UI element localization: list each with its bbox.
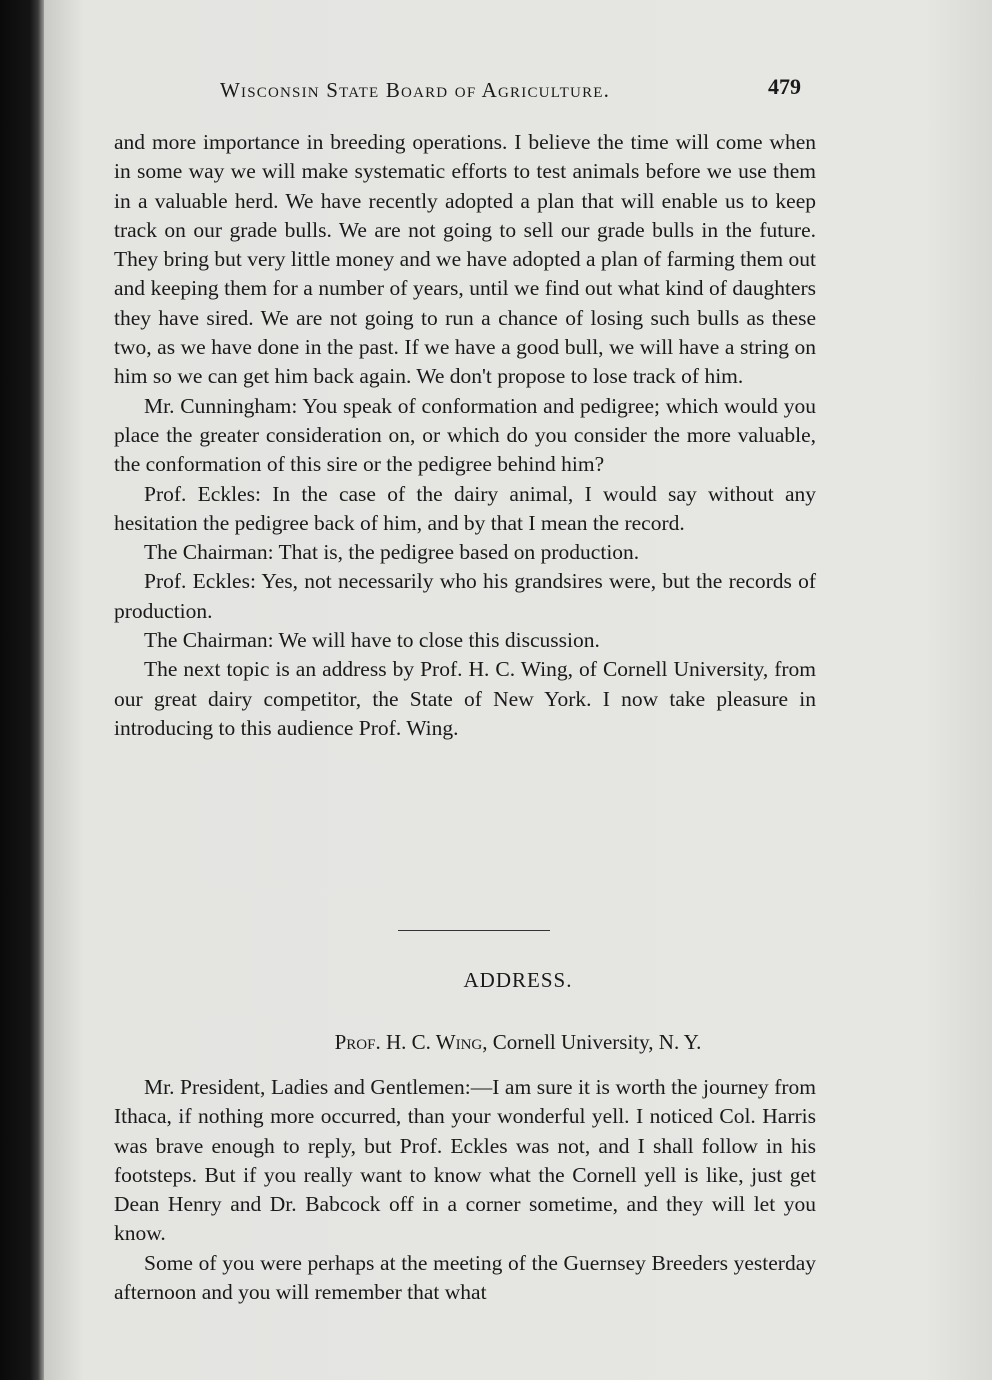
author-byline bbox=[44, 1030, 992, 1055]
running-title: Wisconsin State Board of Agriculture. bbox=[220, 78, 611, 102]
paragraph-eckles-answer: Prof. Eckles: In the case of the dairy animal, I would say without any hesitation the pedigree back of him, and by that I mean the record. bbox=[114, 481, 816, 535]
paragraph-address-guernsey: Some of you were perhaps at the meeting of the Guernsey Breeders yesterday afternoon and you will remember that what bbox=[114, 1250, 816, 1305]
paragraph-chairman-remark: The Chairman: That is, the pedigree based on production. bbox=[144, 540, 640, 565]
paragraph-continuation: and more importance in breeding operations. I believe the time will come when in some way we will make systematic efforts to test animals before we use them in a valuable herd. We have recently adopted a plan that will enable us to keep track on our grade bulls. We are not going to sell our grade bulls in the future. They bring but very little money and we have adopted a plan of farming them out and keeping them for a number of years, until we find out what kind of daughters they have sired. We are not going to run a chance of losing such bulls as these two, as we have done in the past. If we have a good bull, we will have a string on him so we can get him back again. We don't propose to lose track of him. bbox=[114, 130, 816, 389]
paragraph-address-opening: Mr. President, Ladies and Gentlemen:—I am sure it is worth the journey from Ithaca, if nothing more occurred, than your wonderful yell. I noticed Col. Harris was brave enough to reply, but Prof. Eckles was not, and I shall follow in his footsteps. But if you really want to know what the Cornell yell is like, just get Dean Henry and Dr. Babcock off in a corner sometime, and they will let you know. bbox=[114, 1075, 816, 1246]
paragraph-cunningham-question: Mr. Cunningham: You speak of conformation and pedigree; which would you place the greater consideration on, or which do you consider the more valuable, the conformation of this sire or the pedigree behind him? bbox=[114, 393, 816, 477]
body-text-top bbox=[114, 128, 816, 743]
page-header bbox=[44, 74, 992, 110]
book-page bbox=[44, 0, 992, 1380]
section-title: ADDRESS. bbox=[463, 968, 573, 992]
page-number: 479 bbox=[768, 74, 801, 99]
paragraph-chairman-close: The Chairman: We will have to close this discussion. bbox=[144, 628, 600, 653]
section-divider bbox=[398, 930, 550, 931]
body-text-address bbox=[114, 1073, 816, 1307]
paragraph-eckles-reply: Prof. Eckles: Yes, not necessarily who his grandsires were, but the records of production. bbox=[114, 569, 816, 623]
author-name: Prof. H. C. Wing, bbox=[334, 1030, 488, 1054]
book-binding-edge bbox=[0, 0, 44, 1380]
paragraph-introduction: The next topic is an address by Prof. H. C. Wing, of Cornell University, from our great dairy competitor, the State of New York. I now take pleasure in introducing to this audience Prof. Wing. bbox=[114, 657, 816, 740]
author-affiliation: Cornell University, N. Y. bbox=[492, 1030, 702, 1054]
